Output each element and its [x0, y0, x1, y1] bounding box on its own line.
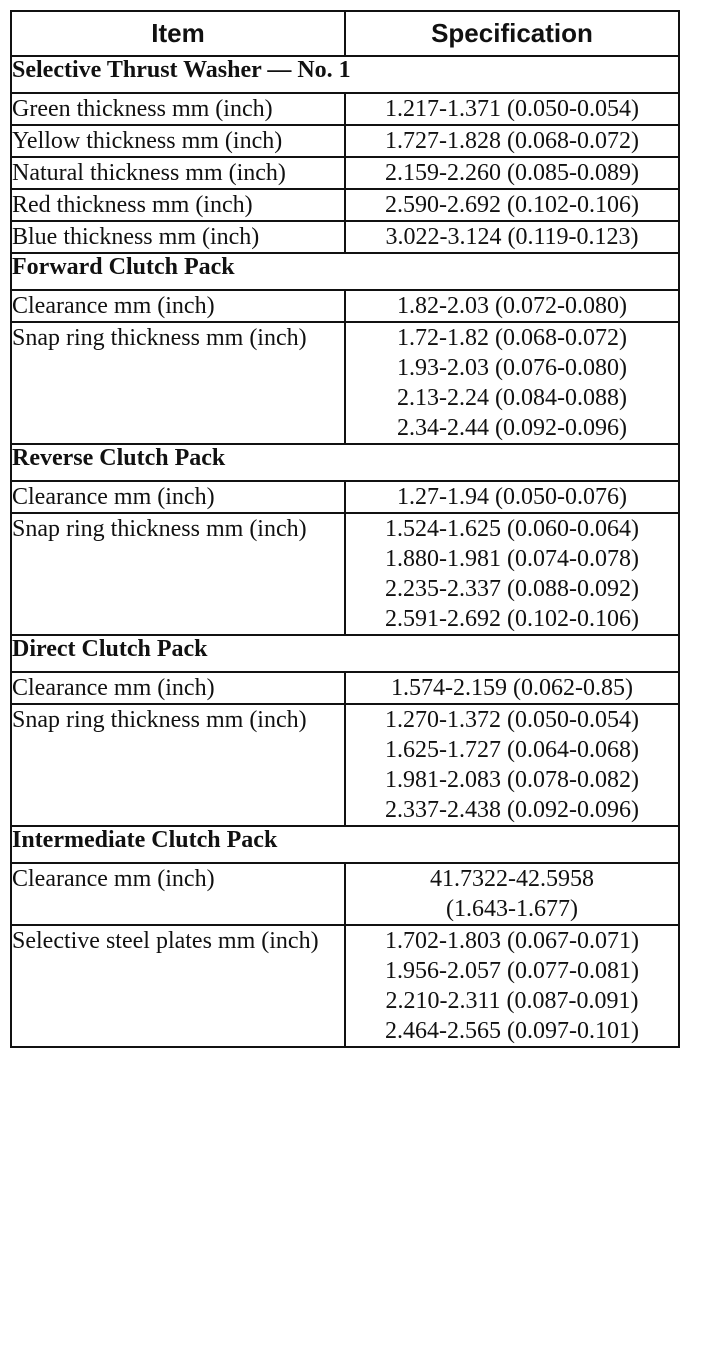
specification-cell [345, 322, 679, 444]
specification-cell [345, 513, 679, 635]
specification-value: 1.727-1.828 (0.068-0.072) [385, 128, 639, 154]
specification-value: 2.235-2.337 (0.088-0.092) [385, 576, 639, 602]
item-cell: Clearance mm (inch) [11, 672, 345, 704]
specification-cell [345, 189, 679, 221]
specification-cell [345, 125, 679, 157]
specification-cell [345, 157, 679, 189]
specification-value: 1.27-1.94 (0.050-0.076) [397, 484, 627, 510]
column-header-specification: Specification [345, 11, 679, 56]
specification-cell [345, 704, 679, 826]
specification-value: 1.956-2.057 (0.077-0.081) [385, 958, 639, 984]
specification-cell [345, 290, 679, 322]
section-row [11, 444, 679, 481]
section-row [11, 826, 679, 863]
item-cell: Clearance mm (inch) [11, 863, 345, 925]
specification-value: 2.210-2.311 (0.087-0.091) [385, 988, 639, 1014]
section-title: Forward Clutch Pack [11, 253, 679, 290]
column-header-item: Item [11, 11, 345, 56]
specification-value: 1.880-1.981 (0.074-0.078) [385, 546, 639, 572]
item-cell: Natural thickness mm (inch) [11, 157, 345, 189]
section-title: Direct Clutch Pack [11, 635, 679, 672]
section-title: Intermediate Clutch Pack [11, 826, 679, 863]
table-row [11, 704, 679, 826]
item-cell: Snap ring thickness mm (inch) [11, 513, 345, 635]
item-cell: Snap ring thickness mm (inch) [11, 704, 345, 826]
table-row [11, 125, 679, 157]
item-cell: Green thickness mm (inch) [11, 93, 345, 125]
specification-value: (1.643-1.677) [446, 896, 578, 922]
specification-value: 2.34-2.44 (0.092-0.096) [397, 415, 627, 441]
specification-cell [345, 863, 679, 925]
table-row [11, 925, 679, 1047]
specification-value: 1.625-1.727 (0.064-0.068) [385, 737, 639, 763]
item-cell: Red thickness mm (inch) [11, 189, 345, 221]
specification-value: 41.7322-42.5958 [430, 866, 594, 892]
table-header-row [11, 11, 679, 56]
item-cell: Snap ring thickness mm (inch) [11, 322, 345, 444]
table-row [11, 513, 679, 635]
section-title: Selective Thrust Washer — No. 1 [11, 56, 679, 93]
specification-value: 1.574-2.159 (0.062-0.85) [391, 675, 633, 701]
specification-value: 1.981-2.083 (0.078-0.082) [385, 767, 639, 793]
specification-value: 3.022-3.124 (0.119-0.123) [385, 224, 639, 250]
specification-value: 2.464-2.565 (0.097-0.101) [385, 1018, 639, 1044]
item-cell: Blue thickness mm (inch) [11, 221, 345, 253]
specification-value: 2.591-2.692 (0.102-0.106) [385, 606, 639, 632]
table-row [11, 481, 679, 513]
item-cell: Clearance mm (inch) [11, 481, 345, 513]
specification-value: 2.337-2.438 (0.092-0.096) [385, 797, 639, 823]
specification-value: 1.93-2.03 (0.076-0.080) [397, 355, 627, 381]
table-row [11, 221, 679, 253]
specification-value: 1.524-1.625 (0.060-0.064) [385, 516, 639, 542]
table-row [11, 93, 679, 125]
table-row [11, 672, 679, 704]
section-row [11, 56, 679, 93]
specification-value: 2.13-2.24 (0.084-0.088) [397, 385, 627, 411]
table-row [11, 322, 679, 444]
table-body [11, 56, 679, 1047]
specification-value: 1.270-1.372 (0.050-0.054) [385, 707, 639, 733]
specification-cell [345, 925, 679, 1047]
specification-table [10, 10, 680, 1048]
table-row [11, 157, 679, 189]
specification-value: 1.217-1.371 (0.050-0.054) [385, 96, 639, 122]
table-row [11, 189, 679, 221]
item-cell: Yellow thickness mm (inch) [11, 125, 345, 157]
specification-value: 2.590-2.692 (0.102-0.106) [385, 192, 639, 218]
table-row [11, 863, 679, 925]
item-cell: Selective steel plates mm (inch) [11, 925, 345, 1047]
section-row [11, 635, 679, 672]
specification-value: 1.82-2.03 (0.072-0.080) [397, 293, 627, 319]
item-cell: Clearance mm (inch) [11, 290, 345, 322]
specification-value: 1.72-1.82 (0.068-0.072) [397, 325, 627, 351]
section-title: Reverse Clutch Pack [11, 444, 679, 481]
table-row [11, 290, 679, 322]
specification-cell [345, 93, 679, 125]
specification-cell [345, 672, 679, 704]
specification-value: 2.159-2.260 (0.085-0.089) [385, 160, 639, 186]
section-row [11, 253, 679, 290]
specification-value: 1.702-1.803 (0.067-0.071) [385, 928, 639, 954]
specification-cell [345, 221, 679, 253]
specification-cell [345, 481, 679, 513]
